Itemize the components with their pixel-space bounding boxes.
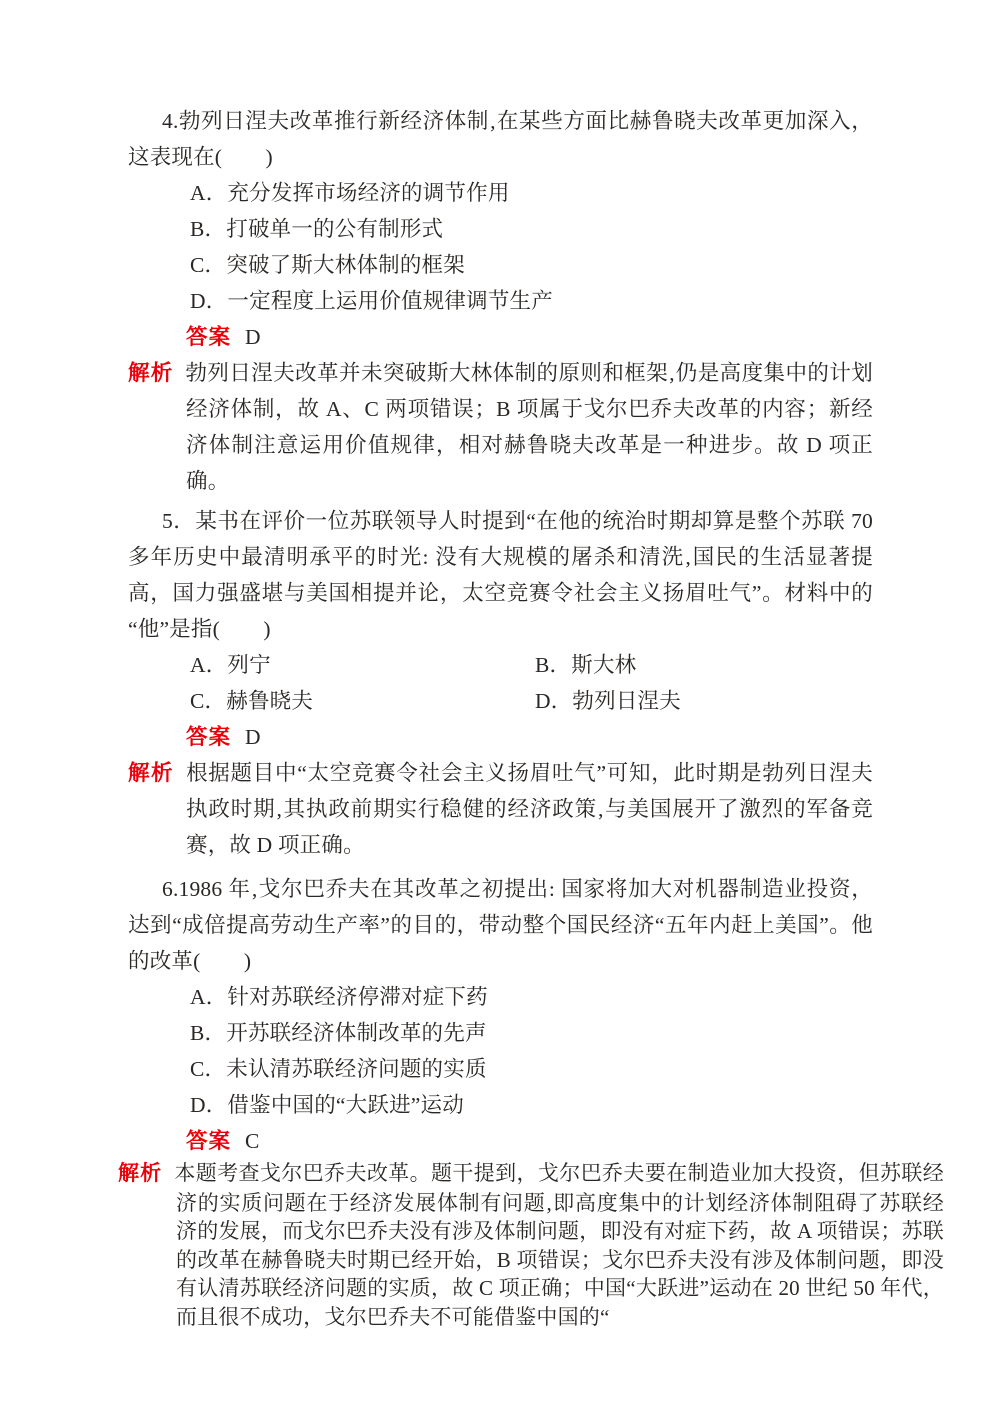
option-5-a[interactable]: A．列宁 xyxy=(190,653,271,677)
question-block-5 xyxy=(128,503,873,863)
option-5-b[interactable]: B．斯大林 xyxy=(535,653,637,677)
question-block-6 xyxy=(118,871,945,1331)
answer-value-5: D xyxy=(245,725,261,749)
question-stem-4: 4.勃列日涅夫改革推行新经济体制‚在某些方面比赫鲁晓夫改革更加深入，这表现在( ) xyxy=(128,109,873,169)
option-6-a[interactable]: A．针对苏联经济停滞对症下药 xyxy=(190,985,488,1009)
answer-line-5 xyxy=(128,719,873,755)
option-row-5-2 xyxy=(128,683,873,719)
option-5-c[interactable]: C．赫鲁晓夫 xyxy=(190,689,314,713)
option-row-5-1 xyxy=(128,647,873,683)
analysis-block-6 xyxy=(118,1159,944,1331)
analysis-label-5: 解析 xyxy=(128,761,175,785)
analysis-label-6: 解析 xyxy=(118,1162,163,1185)
option-4-d[interactable]: D．一定程度上运用价值规律调节生产 xyxy=(190,289,553,313)
analysis-block-4 xyxy=(128,355,873,499)
option-4-b[interactable]: B．打破单一的公有制形式 xyxy=(190,217,444,241)
block-spacer xyxy=(128,863,873,871)
option-6-c[interactable]: C．未认清苏联经济问题的实质 xyxy=(190,1057,487,1081)
answer-label-5: 答案 xyxy=(186,725,232,749)
answer-value-4: D xyxy=(245,325,261,349)
answer-line-4 xyxy=(128,319,873,355)
analysis-text-6: 本题考查戈尔巴乔夫改革。题干提到，戈尔巴乔夫要在制造业加大投资，但苏联经济的实质问题在于经济发展体制有问题‚即高度集中的计划经济体制阻碍了苏联经济的发展，而戈尔巴乔夫没有涉及体制问题，即没有对症下药，故 A 项错误；苏联的改革在赫鲁晓夫时期已经开始，B 项错误；戈尔巴乔夫没有涉及体制问题，即没有认清苏联经济问题的实质，故 C 项正确；中国“大跃进”运动在 20 世纪 50 年代，而且很不成功，戈尔巴乔夫不可能借鉴中国的“ xyxy=(174,1161,945,1329)
option-6-b[interactable]: B．开苏联经济体制改革的先声 xyxy=(190,1021,487,1045)
analysis-block-5 xyxy=(128,755,873,863)
option-4-a[interactable]: A．充分发挥市场经济的调节作用 xyxy=(190,181,510,205)
analysis-text-5: 根据题目中“太空竞赛令社会主义扬眉吐气”可知，此时期是勃列日涅夫执政时期‚其执政前期实行稳健的经济政策‚与美国展开了激烈的军备竞赛，故 D 项正确。 xyxy=(186,761,873,857)
exam-content xyxy=(118,103,945,1331)
answer-label-4: 答案 xyxy=(186,325,232,349)
question-block-4 xyxy=(128,103,873,499)
question-stem-5: 5．某书在评价一位苏联领导人时提到“在他的统治时期却算是整个苏联 70 多年历史中最清明承平的时光: 没有大规模的屠杀和清洗‚国民的生活显著提高，国力强盛堪与美国相提并论，太空竞赛令社会主义扬眉吐气”。材料中的“他”是指( ) xyxy=(128,509,873,641)
option-6-d[interactable]: D．借鉴中国的“大跃进”运动 xyxy=(190,1093,464,1117)
answer-label-6: 答案 xyxy=(186,1129,232,1153)
option-4-c[interactable]: C．突破了斯大林体制的框架 xyxy=(190,253,465,277)
option-5-d[interactable]: D．勃列日涅夫 xyxy=(535,689,681,713)
question-stem-6: 6.1986 年‚戈尔巴乔夫在其改革之初提出: 国家将加大对机器制造业投资，达到“成倍提高劳动生产率”的目的，带动整个国民经济“五年内赶上美国”。他的改革( ) xyxy=(128,877,873,973)
analysis-text-4: 勃列日涅夫改革并未突破斯大林体制的原则和框架‚仍是高度集中的计划经济体制，故 A、C 两项错误；B 项属于戈尔巴乔夫改革的内容；新经济体制注意运用价值规律，相对赫鲁晓夫改革是一种进步。故 D 项正确。 xyxy=(185,361,873,493)
answer-line-6 xyxy=(128,1123,873,1159)
answer-value-6: C xyxy=(245,1129,260,1153)
analysis-label-4: 解析 xyxy=(128,361,174,385)
